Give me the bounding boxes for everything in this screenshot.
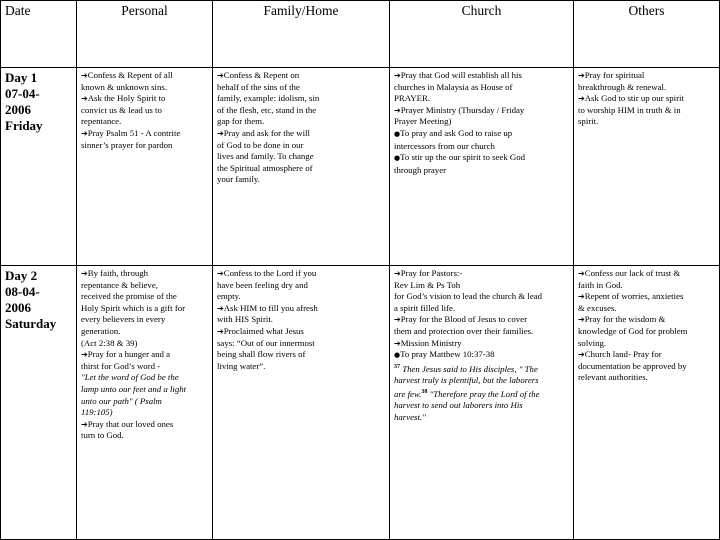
cell-text: Church land- Pray for xyxy=(584,349,662,360)
cell-text: repentance & believe, xyxy=(81,279,158,290)
cell-text: Ask HIM to fill you afresh xyxy=(223,302,318,313)
arrow-icon: ➔ xyxy=(578,94,585,104)
cell-text: Pray that God will establish all his xyxy=(400,70,522,80)
arrow-icon: ➔ xyxy=(81,94,88,104)
cell-text: Repent of worries, anxieties xyxy=(584,291,684,302)
arrow-icon: ➔ xyxy=(394,315,401,325)
cell-text: for God’s vision to lead the church & lead xyxy=(394,291,543,302)
cell-text: Confess & Repent on xyxy=(223,70,300,80)
cell-text: unto our path" ( Psalm xyxy=(81,395,162,406)
cell-text: Holy Spirit which is a gift for xyxy=(81,302,186,313)
family-cell xyxy=(213,266,390,540)
cell-text: harvest to send out laborers into His xyxy=(394,400,523,411)
cell-text: 119:105) xyxy=(81,407,113,418)
cell-text: them and protection over their families. xyxy=(394,325,534,336)
header-date: Date xyxy=(1,1,77,68)
cell-text: intercessors from our church xyxy=(394,140,495,151)
day-weekday: Friday xyxy=(5,118,43,133)
day-weekday: Saturday xyxy=(5,316,57,331)
cell-text: To stir up the our spirit to seek God xyxy=(400,152,526,163)
cell-text: being shall flow rivers of xyxy=(217,349,306,360)
bullet-icon: ● xyxy=(394,351,401,360)
cell-text: knowledge of God for problem xyxy=(578,325,688,336)
cell-text: convict us & lead us to xyxy=(81,104,162,115)
arrow-icon: ➔ xyxy=(578,71,585,80)
verse-number: 38 xyxy=(421,388,428,395)
cell-text: Confess our lack of trust & xyxy=(584,268,681,278)
arrow-icon: ➔ xyxy=(81,350,88,360)
cell-text: behalf of the sins of the xyxy=(217,81,300,92)
day-row xyxy=(1,68,720,266)
cell-text: churches in Malaysia as House of xyxy=(394,81,513,92)
cell-text: to worship HIM in truth & in xyxy=(578,104,681,115)
day-name: Day 1 xyxy=(5,70,38,85)
arrow-icon: ➔ xyxy=(217,269,224,278)
cell-text: every believers in every xyxy=(81,314,166,325)
header-personal: Personal xyxy=(77,1,213,68)
cell-text: through prayer xyxy=(394,164,447,175)
day-date: 08-04- xyxy=(5,284,40,299)
cell-text: Ask the Holy Spirit to xyxy=(87,93,166,104)
cell-text: Pray for the Blood of Jesus to cover xyxy=(400,314,528,325)
family-cell xyxy=(213,68,390,266)
cell-text: have been feeling dry and xyxy=(217,279,308,290)
arrow-icon: ➔ xyxy=(217,326,224,336)
arrow-icon: ➔ xyxy=(81,128,88,138)
cell-text: family, example: idolism, sin xyxy=(217,93,320,104)
cell-text: To pray Matthew 10:37-38 xyxy=(400,349,495,360)
cell-text: received the promise of the xyxy=(81,291,177,302)
verse-number: 37 xyxy=(394,363,400,370)
arrow-icon: ➔ xyxy=(394,338,401,348)
cell-text: Prayer Ministry (Thursday / Friday xyxy=(400,104,525,115)
cell-text: repentance. xyxy=(81,116,122,127)
bullet-icon: ● xyxy=(394,129,401,138)
cell-text: are few. xyxy=(394,388,422,399)
cell-text: "Let the word of God be the xyxy=(81,372,179,383)
cell-text: lamp unto our feet and a light xyxy=(81,383,187,394)
cell-text: a spirit filled life. xyxy=(394,302,456,313)
cell-text: Mission Ministry xyxy=(400,337,462,348)
day-date: 07-04- xyxy=(5,86,40,101)
cell-text: Rev Lim & Ps Toh xyxy=(394,279,461,290)
cell-text: faith in God. xyxy=(578,279,623,290)
arrow-icon: ➔ xyxy=(217,128,224,138)
personal-cell xyxy=(77,266,213,540)
arrow-icon: ➔ xyxy=(217,303,224,313)
cell-text: breakthrough & renewal. xyxy=(578,81,667,92)
cell-text: Ask God to stir up our spirit xyxy=(584,93,684,104)
cell-text: of God to be done in our xyxy=(217,139,304,150)
cell-text: thirst for God’s word - xyxy=(81,360,161,371)
arrow-icon: ➔ xyxy=(578,292,585,302)
cell-text: living water”. xyxy=(217,360,266,371)
arrow-icon: ➔ xyxy=(81,269,88,278)
cell-text: with HIS Spirit. xyxy=(217,314,273,325)
day-year: 2006 xyxy=(5,102,31,117)
cell-text: "Therefore pray the Lord of the xyxy=(427,388,540,399)
header-church: Church xyxy=(390,1,574,68)
header-row xyxy=(1,1,720,68)
cell-text: Confess & Repent of all xyxy=(87,70,173,80)
cell-text: PRAYER. xyxy=(394,93,431,104)
cell-text: Pray that our loved ones xyxy=(87,418,174,429)
arrow-icon: ➔ xyxy=(578,350,585,360)
day-label-cell xyxy=(1,68,77,266)
cell-text: & excuses. xyxy=(578,302,617,313)
cell-text: Pray for the wisdom & xyxy=(584,314,666,325)
cell-text: relevant authorities. xyxy=(578,372,648,383)
cell-text: sinner’s prayer for pardon xyxy=(81,139,173,150)
header-others: Others xyxy=(574,1,720,68)
others-cell xyxy=(574,266,720,540)
cell-text: Pray for a hunger and a xyxy=(87,349,171,360)
arrow-icon: ➔ xyxy=(81,71,88,80)
arrow-icon: ➔ xyxy=(217,71,224,80)
cell-text: the Spiritual atmosphere of xyxy=(217,162,313,173)
cell-text: turn to God. xyxy=(81,430,124,441)
arrow-icon: ➔ xyxy=(578,269,585,278)
others-cell xyxy=(574,68,720,266)
cell-text: generation. xyxy=(81,325,121,336)
cell-text: harvest." xyxy=(394,411,426,422)
cell-text: To pray and ask God to raise up xyxy=(400,127,513,138)
cell-text: By faith, through xyxy=(87,268,149,278)
arrow-icon: ➔ xyxy=(578,315,585,325)
cell-text: known & unknown sins. xyxy=(81,81,168,92)
cell-text: Proclaimed what Jesus xyxy=(223,325,304,336)
arrow-icon: ➔ xyxy=(394,105,401,115)
cell-text: Then Jesus said to His disciples, " The xyxy=(400,363,538,374)
day-row xyxy=(1,266,720,540)
cell-text: Pray for spiritual xyxy=(584,70,645,80)
cell-text: your family. xyxy=(217,174,260,185)
cell-text: solving. xyxy=(578,337,607,348)
cell-text: Prayer Meeting) xyxy=(394,116,452,127)
bullet-icon: ● xyxy=(394,154,401,163)
cell-text: Pray Psalm 51 - A contrite xyxy=(87,127,181,138)
church-cell xyxy=(390,68,574,266)
cell-text: Pray for Pastors:- xyxy=(400,268,463,278)
day-name: Day 2 xyxy=(5,268,38,283)
arrow-icon: ➔ xyxy=(394,71,401,80)
cell-text: documentation be approved by xyxy=(578,360,687,371)
cell-text: Confess to the Lord if you xyxy=(223,268,317,278)
header-family: Family/Home xyxy=(213,1,390,68)
day-year: 2006 xyxy=(5,300,31,315)
day-label-cell xyxy=(1,266,77,540)
cell-text: gap for them. xyxy=(217,116,265,127)
arrow-icon: ➔ xyxy=(394,269,401,278)
cell-text: spirit. xyxy=(578,116,599,127)
arrow-icon: ➔ xyxy=(81,419,88,429)
cell-text: (Act 2:38 & 39) xyxy=(81,337,138,348)
cell-text: harvest truly is plentiful, but the laborers xyxy=(394,375,539,386)
church-cell xyxy=(390,266,574,540)
cell-text: Pray and ask for the will xyxy=(223,127,310,138)
cell-text: lives and family. To change xyxy=(217,151,314,162)
cell-text: of the flesh, etc, stand in the xyxy=(217,104,317,115)
cell-text: says: “Out of our innermost xyxy=(217,337,315,348)
personal-cell xyxy=(77,68,213,266)
cell-text: empty. xyxy=(217,291,241,302)
